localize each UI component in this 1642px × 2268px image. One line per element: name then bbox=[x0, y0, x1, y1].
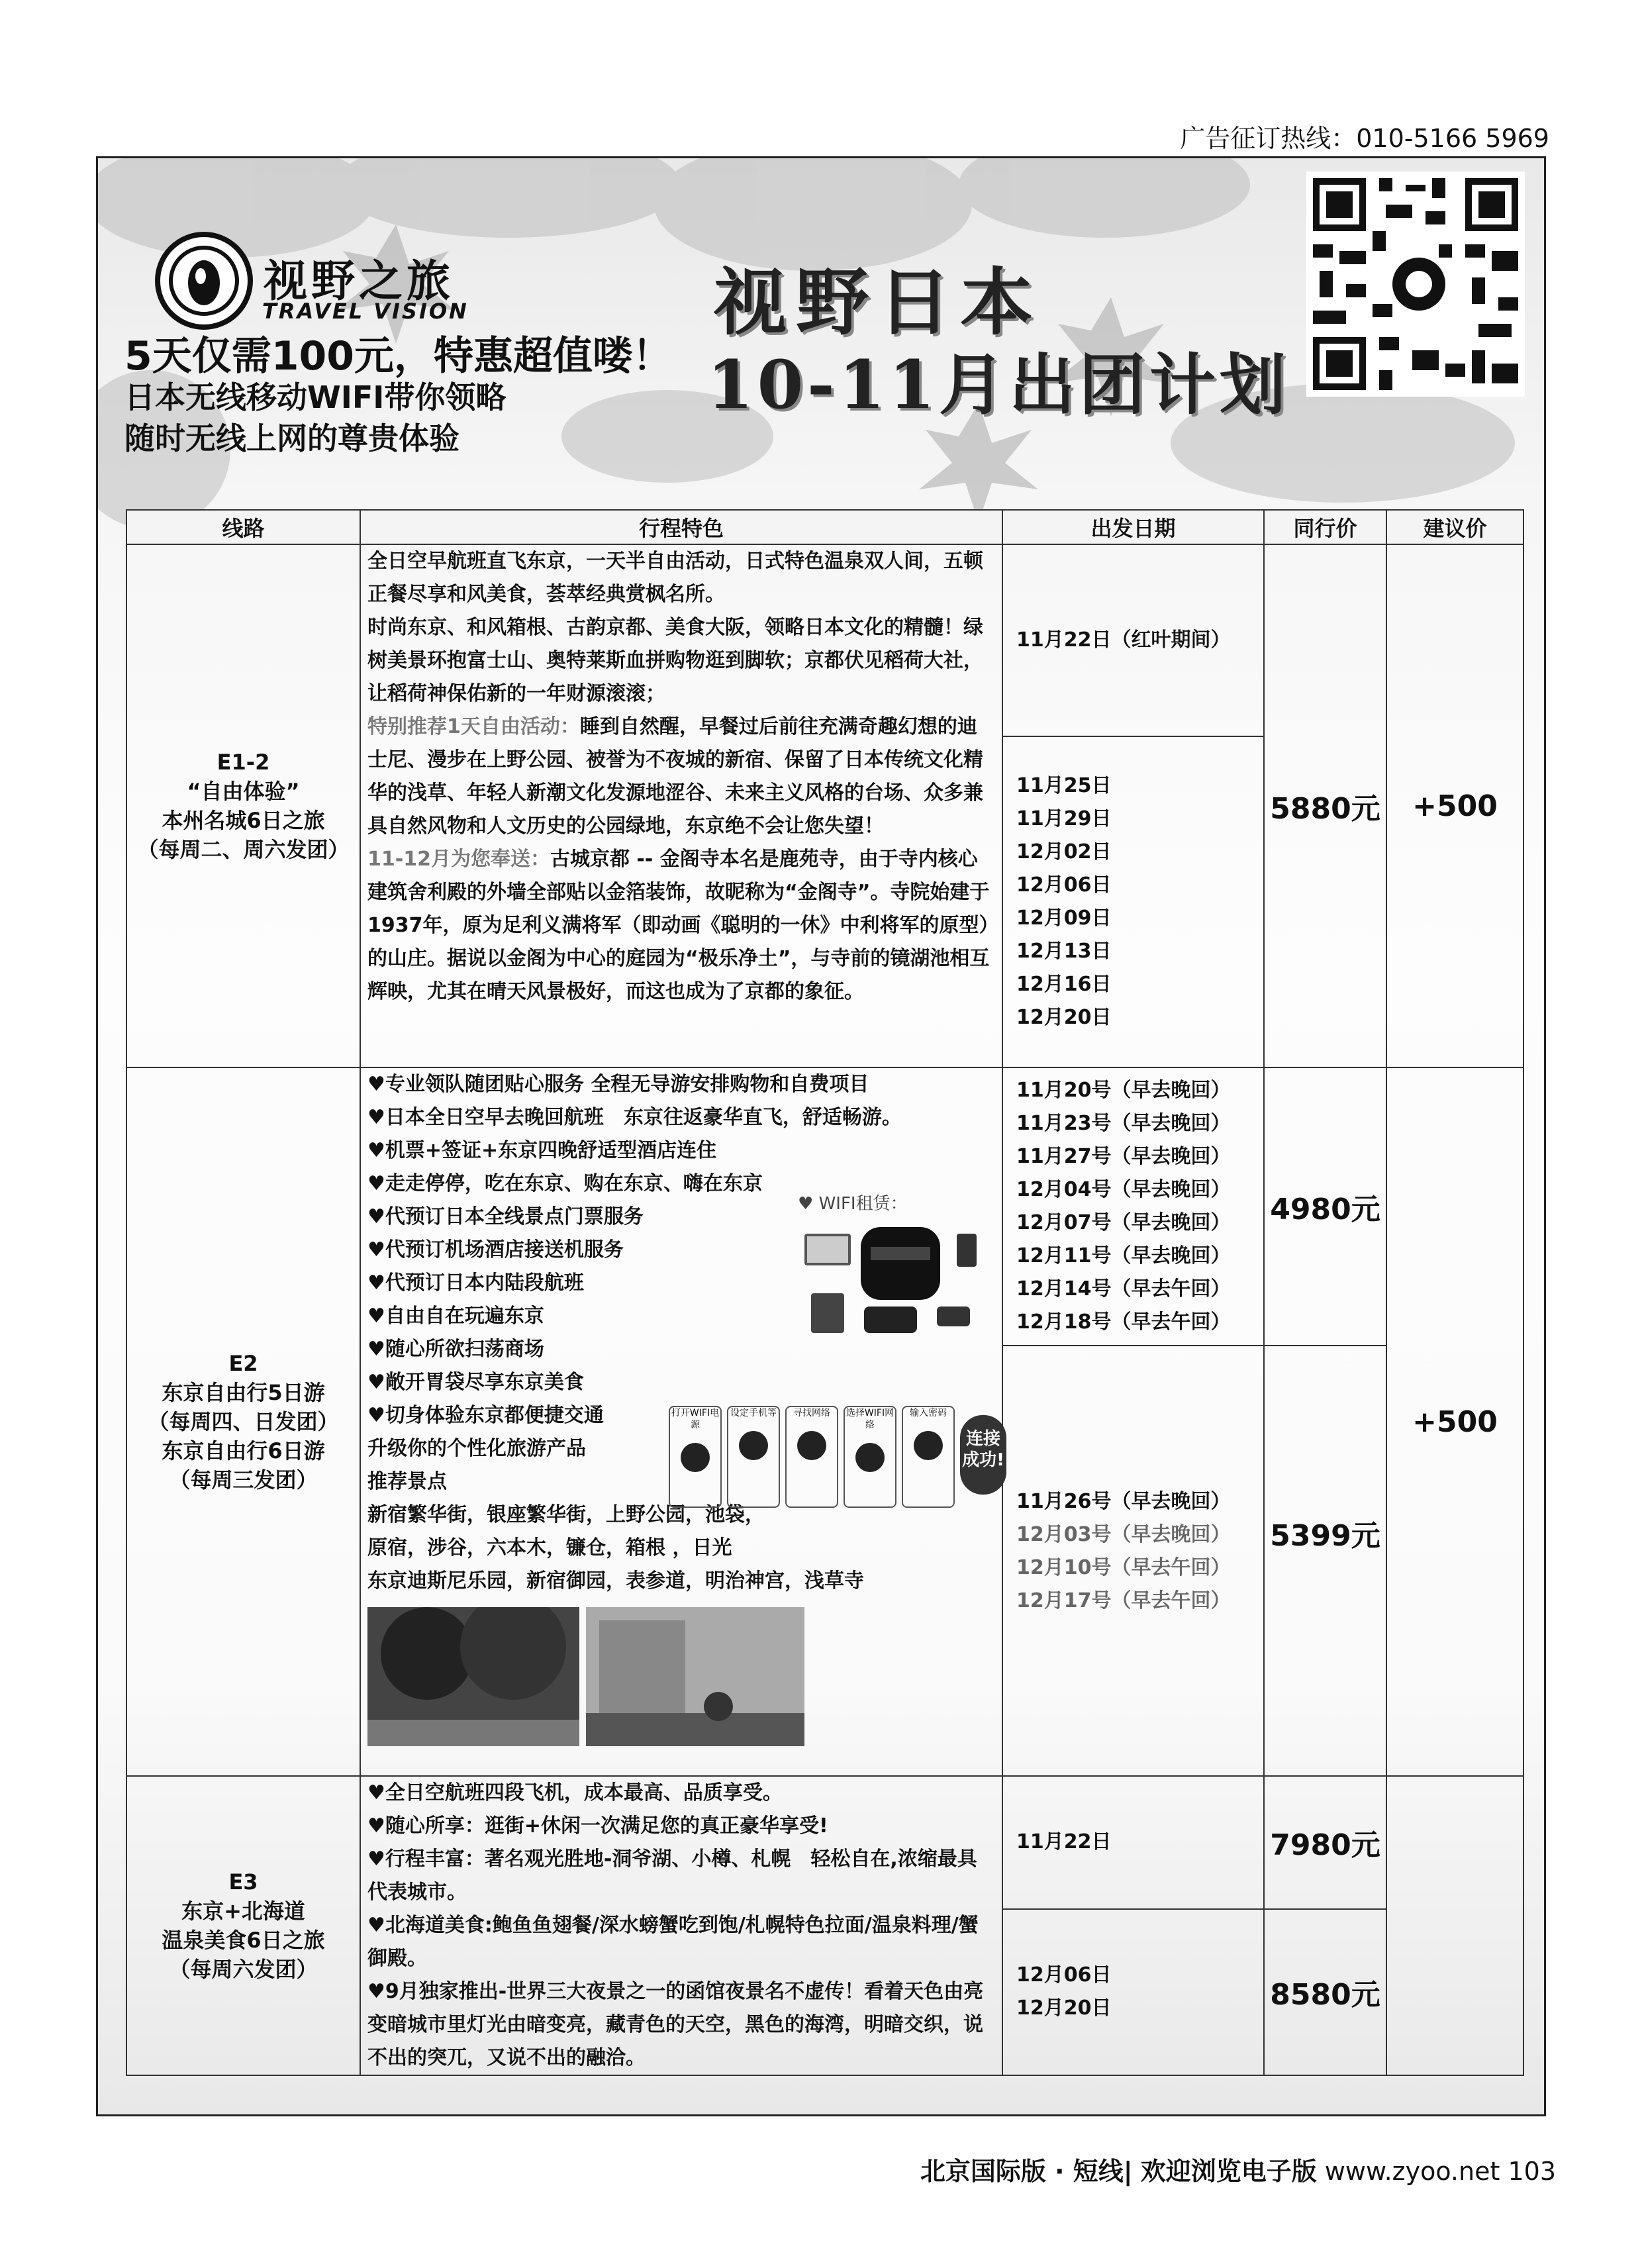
route-desc: 东京自由行6日游 bbox=[162, 1438, 325, 1463]
date-item: 12月16日 bbox=[1016, 973, 1112, 996]
feature-item: 原宿，涉谷，六本木，镰仓，箱根 ，日光 bbox=[367, 1536, 732, 1559]
logo-text: 视野之旅 bbox=[264, 256, 454, 307]
col-header-suggested-price: 建议价 bbox=[1386, 510, 1523, 544]
footer-site-link[interactable]: www.zyoo.net bbox=[1324, 2157, 1500, 2186]
feature-item: ♥日本全日空早去晚回航班 东京往返豪华直飞，舒适畅游。 bbox=[367, 1106, 902, 1129]
logo-subtitle: TRAVEL VISION bbox=[262, 299, 469, 324]
route-code: E2 bbox=[228, 1351, 258, 1376]
date-item: 12月09日 bbox=[1016, 907, 1112, 930]
table-row bbox=[126, 544, 1523, 736]
feature-item: ♥专业领队随团贴心服务 全程无导游安排购物和自费项目 bbox=[367, 1073, 869, 1096]
date-item: 12月10号（早去午回） bbox=[1016, 1556, 1231, 1579]
route-desc: 东京自由行5日游 bbox=[162, 1380, 325, 1405]
date-item: 12月18号（早去午回） bbox=[1016, 1310, 1231, 1334]
route-desc: 东京+北海道 bbox=[181, 1898, 305, 1924]
price-e2-a: 4980元 bbox=[1264, 1067, 1386, 1346]
qr-code bbox=[1306, 172, 1525, 397]
price-e2-b: 5399元 bbox=[1264, 1346, 1386, 1776]
search-icon bbox=[797, 1431, 826, 1460]
date-item: 12月13日 bbox=[1016, 940, 1112, 963]
feature-item: 东京迪斯尼乐园，新宿御园，表参道，明治神宫，浅草寺 bbox=[367, 1569, 864, 1593]
route-e2 bbox=[126, 1067, 360, 1776]
date-item: 12月06日 bbox=[1016, 1963, 1112, 1987]
dates-e2-b bbox=[1002, 1346, 1264, 1776]
date-item: 12月14号（早去午回） bbox=[1016, 1277, 1231, 1301]
onsen-photo bbox=[586, 1607, 804, 1746]
feature-item: ♥自由自在玩遍东京 bbox=[367, 1305, 544, 1328]
travel-vision-logo bbox=[154, 231, 254, 330]
date-item: 12月20日 bbox=[1016, 1006, 1112, 1029]
features-e3 bbox=[360, 1776, 1002, 2075]
feature-item: ♥行程丰富：著名观光胜地-洞爷湖、小樽、札幌 轻松自在,浓缩最具代表城市。 bbox=[367, 1848, 977, 1904]
price-e1: 5880元 bbox=[1264, 544, 1386, 1067]
suggested-price-e1: +500 bbox=[1386, 544, 1523, 1067]
date-item: 12月06日 bbox=[1016, 873, 1112, 897]
wifi-icon bbox=[739, 1431, 768, 1460]
wifi-devices-image bbox=[804, 1220, 990, 1340]
feature-item: ♥代预订机场酒店接送机服务 bbox=[367, 1238, 624, 1261]
ad-frame bbox=[96, 156, 1546, 2116]
col-header-route: 线路 bbox=[126, 510, 360, 544]
dates-e1-b bbox=[1002, 736, 1264, 1067]
features-e1 bbox=[360, 544, 1002, 1067]
feature-item: ♥切身体验东京都便捷交通 bbox=[367, 1404, 604, 1427]
col-header-features: 行程特色 bbox=[360, 510, 1002, 544]
feature-item: ♥随心所享：逛街+休闲一次满足您的真正豪华享受! bbox=[367, 1814, 828, 1838]
promo-line-1: 5天仅需100元，特惠超值喽！ bbox=[124, 333, 672, 379]
feature-highlight-label: 11-12月为您奉送： bbox=[367, 848, 550, 871]
date-item: 12月04号（早去晚回） bbox=[1016, 1178, 1231, 1201]
main-subtitle: 10-11月出团计划 bbox=[707, 346, 1290, 424]
footer-edition: 北京国际版 · 短线| bbox=[920, 2157, 1133, 2186]
col-header-dates: 出发日期 bbox=[1002, 510, 1264, 544]
network-icon bbox=[855, 1443, 885, 1472]
date-item: 11月27号（早去晚回） bbox=[1016, 1145, 1231, 1168]
suggested-price-e2: +500 bbox=[1386, 1067, 1523, 1776]
date-item: 12月03号（早去晚回） bbox=[1016, 1523, 1231, 1546]
dates-e1-a: 11月22日（红叶期间） bbox=[1002, 544, 1264, 736]
feature-item: 升级你的个性化旅游产品 bbox=[367, 1437, 586, 1460]
route-schedule: （每周四、日发团） bbox=[148, 1409, 339, 1434]
table-row bbox=[126, 1067, 1523, 1346]
ad-hotline: 广告征订热线：010-5166 5969 bbox=[1180, 124, 1549, 153]
date-item: 12月20日 bbox=[1016, 1997, 1112, 2020]
route-e1 bbox=[126, 544, 360, 1067]
feature-text: 古城京都 -- 金阁寺本名是鹿苑寺，由于寺内核心建筑舍利殿的外墙全部贴以金箔装饰，故昵称为“金阁寺”。寺院始建于1937年，原为足利义满将军（即动画《聪明的一休》中利将军的原型）的山庄。据说以金阁为中心的庭园为“极乐净土”，与寺前的镜湖池相互辉映，尤其在晴天风景极好，而这也成为了京都的象征。 bbox=[367, 848, 990, 1003]
dates-e3-a: 11月22日 bbox=[1002, 1776, 1264, 1909]
feature-item: ♥随心所欲扫荡商场 bbox=[367, 1338, 544, 1361]
table-row bbox=[126, 1776, 1523, 1909]
feature-item: ♥北海道美食:鲍鱼鱼翅餐/深水螃蟹吃到饱/札幌特色拉面/温泉料理/蟹御殿。 bbox=[367, 1914, 979, 1970]
dates-e2-a bbox=[1002, 1067, 1264, 1346]
wifi-step: 输入密码 bbox=[902, 1406, 955, 1508]
date-item: 11月23号（早去晚回） bbox=[1016, 1112, 1231, 1135]
promo-line-3: 随时无线上网的尊贵体验 bbox=[124, 420, 459, 456]
feature-text: 全日空早航班直飞东京，一天半自由活动，日式特色温泉双人间，五顿正餐尽享和风美食，荟萃经典赏枫名所。 bbox=[367, 550, 983, 606]
password-icon bbox=[914, 1431, 943, 1460]
promo-line-2: 日本无线移动WIFI带你领略 bbox=[124, 379, 507, 415]
main-title: 视野日本 bbox=[714, 260, 1042, 345]
feature-item: ♥代预订日本内陆段航班 bbox=[367, 1271, 584, 1295]
route-desc: 温泉美食6日之旅 bbox=[162, 1928, 325, 1953]
suggested-price-e3 bbox=[1386, 1776, 1523, 2075]
route-schedule: （每周三发团） bbox=[169, 1467, 318, 1493]
wifi-step: 选择WIFI网络 bbox=[844, 1406, 896, 1508]
wifi-step: 设定手机等 bbox=[727, 1406, 780, 1508]
page-footer bbox=[920, 2151, 1556, 2187]
feature-item: ♥机票+签证+东京四晚舒适型酒店连住 bbox=[367, 1139, 717, 1162]
col-header-trade-price: 同行价 bbox=[1264, 510, 1386, 544]
garden-photo bbox=[367, 1607, 579, 1746]
wifi-label: ♥ WIFI租赁： bbox=[798, 1194, 908, 1214]
feature-item: ♥敞开胃袋尽享东京美食 bbox=[367, 1371, 584, 1394]
route-code: E3 bbox=[228, 1869, 258, 1895]
date-item: 12月11号（早去晚回） bbox=[1016, 1244, 1231, 1267]
date-item: 12月07号（早去晚回） bbox=[1016, 1211, 1231, 1234]
route-name: “自由体验” bbox=[187, 779, 300, 804]
date-item: 11月29日 bbox=[1016, 807, 1112, 830]
feature-item: ♥代预订日本全线景点门票服务 bbox=[367, 1205, 644, 1228]
page-number: 103 bbox=[1508, 2157, 1556, 2186]
route-schedule: （每周二、周六发团） bbox=[137, 837, 350, 862]
table-header-row bbox=[126, 510, 1523, 544]
date-item: 12月02日 bbox=[1016, 840, 1112, 863]
features-e2 bbox=[360, 1067, 1002, 1776]
footer-browse: 欢迎浏览电子版 bbox=[1140, 2157, 1317, 2186]
wifi-step: 打开WIFI电源 bbox=[669, 1406, 722, 1508]
feature-item: 推荐景点 bbox=[367, 1470, 447, 1493]
route-code: E1-2 bbox=[217, 750, 270, 775]
date-item: 11月26号（早去晚回） bbox=[1016, 1490, 1231, 1513]
feature-text: 睡到自然醒，早餐过后前往充满奇趣幻想的迪士尼、漫步在上野公园、被誉为不夜城的新宿、保留了日本传统文化精华的浅草、年轻人新潮文化发源地涩谷、未来主义风格的台场、众多兼具自然风物和人文历史的公园绿地，东京绝不会让您失望！ bbox=[367, 715, 983, 838]
feature-item: ♥全日空航班四段飞机，成本最高、品质享受。 bbox=[367, 1781, 783, 1804]
feature-text: 时尚东京、和风箱根、古韵京都、美食大阪，领略日本文化的精髓！绿树美景环抱富士山、奥特莱斯血拼购物逛到脚软；京都伏见稻荷大社，让稻荷神保佑新的一年财源滚滚； bbox=[367, 616, 983, 705]
route-e3 bbox=[126, 1776, 360, 2075]
wifi-step: 寻找网络 bbox=[785, 1406, 838, 1508]
date-item: 11月20号（早去晚回） bbox=[1016, 1079, 1231, 1102]
power-icon bbox=[681, 1443, 710, 1472]
route-desc: 本州名城6日之旅 bbox=[162, 808, 325, 833]
connected-badge: 连接成功! bbox=[960, 1415, 1006, 1495]
price-e3-a: 7980元 bbox=[1264, 1776, 1386, 1909]
date-item: 11月25日 bbox=[1016, 774, 1112, 797]
dates-e3-b bbox=[1002, 1909, 1264, 2075]
feature-item: 新宿繁华街，银座繁华街，上野公园，池袋， bbox=[367, 1503, 765, 1526]
route-schedule: （每周六发团） bbox=[169, 1957, 318, 1982]
tour-plan-table bbox=[126, 509, 1524, 2076]
promo-text bbox=[124, 333, 672, 459]
date-item: 12月17号（早去午回） bbox=[1016, 1589, 1231, 1612]
price-e3-b: 8580元 bbox=[1264, 1909, 1386, 2075]
feature-item: ♥9月独家推出-世界三大夜景之一的函馆夜景名不虚传！看着天色由亮变暗城市里灯光由暗变亮，藏青色的天空，黑色的海湾，明暗交织，说不出的突兀，又说不出的融洽。 bbox=[367, 1980, 984, 2069]
feature-item: ♥走走停停，吃在东京、购在东京、嗨在东京 bbox=[367, 1172, 763, 1195]
feature-highlight-label: 特别推荐1天自由活动： bbox=[367, 715, 580, 738]
